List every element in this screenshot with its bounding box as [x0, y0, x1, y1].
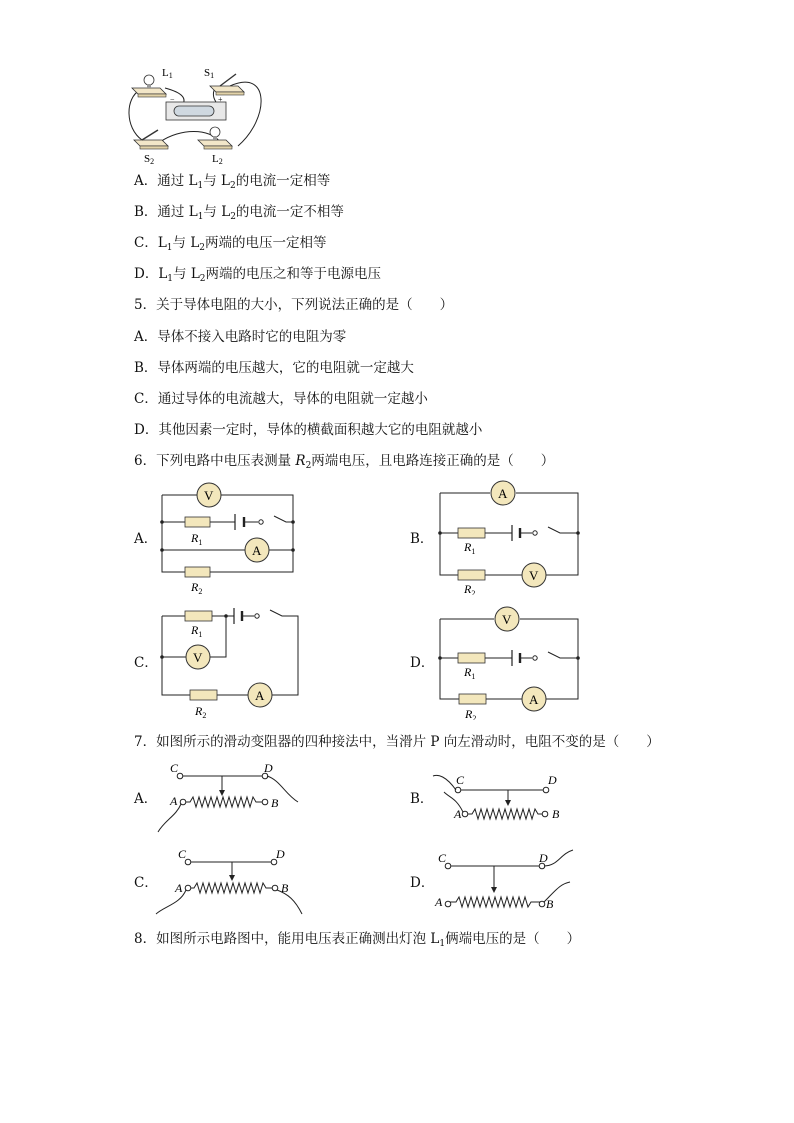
- q6-letter-d: D．: [410, 655, 435, 671]
- svg-text:A: A: [175, 881, 183, 895]
- svg-text:R1: $R_1$: [464, 665, 476, 681]
- q7-letter-c: C．: [134, 875, 158, 891]
- q8-stem: 8．如图所示电路图中，能用电压表正确测出灯泡 $L_1$俩端电压的是（ ）: [134, 931, 581, 949]
- q7-rheostat-d: [428, 846, 588, 926]
- q4-circuit-figure: [120, 58, 270, 168]
- svg-text:B: B: [546, 897, 554, 911]
- svg-text:A: A: [255, 688, 265, 703]
- q5-option-b: B．导体两端的电压越大，它的电阻就一定越大: [134, 360, 414, 376]
- svg-text:R1: $R_1$: [464, 540, 476, 556]
- svg-text:R2: $R_2$: [195, 704, 207, 720]
- q5-option-d: D．其他因素一定时，导体的横截面积越大它的电阻就越小: [134, 422, 483, 438]
- q6-circuit-d: [428, 602, 588, 720]
- svg-text:+: +: [218, 95, 223, 104]
- q4-option-b: B．通过 $L_1$与 $L_2$的电流一定不相等: [134, 204, 344, 222]
- svg-text:B: B: [271, 796, 279, 810]
- voltmeter-label: V: [204, 488, 214, 503]
- q7-rheostat-a: [150, 758, 310, 838]
- q4-option-a: A．通过 $L_1$与 $L_2$的电流一定相等: [134, 173, 331, 191]
- svg-text:V: V: [529, 568, 539, 583]
- q6-stem: 6．下列电路中电压表测量 $R_2$两端电压，且电路连接正确的是（ ）: [134, 453, 555, 471]
- svg-text:A: A: [435, 895, 443, 909]
- svg-text:S1: S1: [204, 67, 215, 80]
- q6-letter-a: A．: [134, 531, 158, 547]
- svg-text:R2: $R_2$: [464, 582, 476, 595]
- q6-letter-c: C．: [134, 655, 158, 671]
- svg-text:L2: L2: [212, 153, 223, 166]
- svg-text:D: D: [276, 847, 285, 861]
- q5-option-c: C．通过导体的电流越大，导体的电阻就一定越小: [134, 391, 428, 407]
- q6-circuit-c: [150, 602, 310, 720]
- svg-text:L1: L1: [162, 67, 173, 80]
- q6-circuit-b: [428, 480, 588, 595]
- svg-text:−: −: [170, 95, 175, 104]
- svg-text:B: B: [281, 881, 289, 895]
- q6-circuit-a: [150, 480, 310, 595]
- svg-text:R1: $R_1$: [191, 531, 203, 547]
- q7-letter-b: B．: [410, 791, 434, 807]
- q7-letter-d: D．: [410, 875, 435, 891]
- svg-text:V: V: [502, 612, 512, 627]
- q7-stem: 7．如图所示的滑动变阻器的四种接法中，当滑片 P 向左滑动时，电阻不变的是（ ）: [134, 734, 660, 750]
- svg-text:R1: $R_1$: [191, 623, 203, 639]
- q4-option-c: C．$L_1$与 $L_2$两端的电压一定相等: [134, 235, 327, 253]
- svg-text:B: B: [552, 807, 560, 821]
- svg-text:D: D: [548, 773, 557, 787]
- svg-text:S2: S2: [144, 153, 155, 166]
- q4-option-d: D．$L_1$与 $L_2$两端的电压之和等于电源电压: [134, 266, 382, 284]
- svg-text:R2: $R_2$: [191, 580, 203, 595]
- q5-stem: 5．关于导体电阻的大小，下列说法正确的是（ ）: [134, 297, 454, 313]
- q6-letter-b: B．: [410, 531, 434, 547]
- svg-text:C: C: [170, 761, 179, 775]
- svg-text:R2: $R_2$: [465, 707, 477, 720]
- svg-text:A: A: [170, 794, 178, 808]
- svg-text:C: C: [438, 851, 447, 865]
- q7-rheostat-b: [428, 768, 588, 838]
- svg-text:D: D: [539, 851, 548, 865]
- svg-text:V: V: [193, 650, 203, 665]
- ammeter-label: A: [252, 543, 262, 558]
- q7-letter-a: A．: [134, 791, 158, 807]
- q7-rheostat-c: [150, 842, 310, 922]
- svg-text:C: C: [456, 773, 465, 787]
- svg-text:A: A: [454, 807, 462, 821]
- svg-text:D: D: [264, 761, 273, 775]
- svg-text:C: C: [178, 847, 187, 861]
- svg-text:A: A: [529, 692, 539, 707]
- q5-option-a: A．导体不接入电路时它的电阻为零: [134, 329, 347, 345]
- svg-text:A: A: [498, 486, 508, 501]
